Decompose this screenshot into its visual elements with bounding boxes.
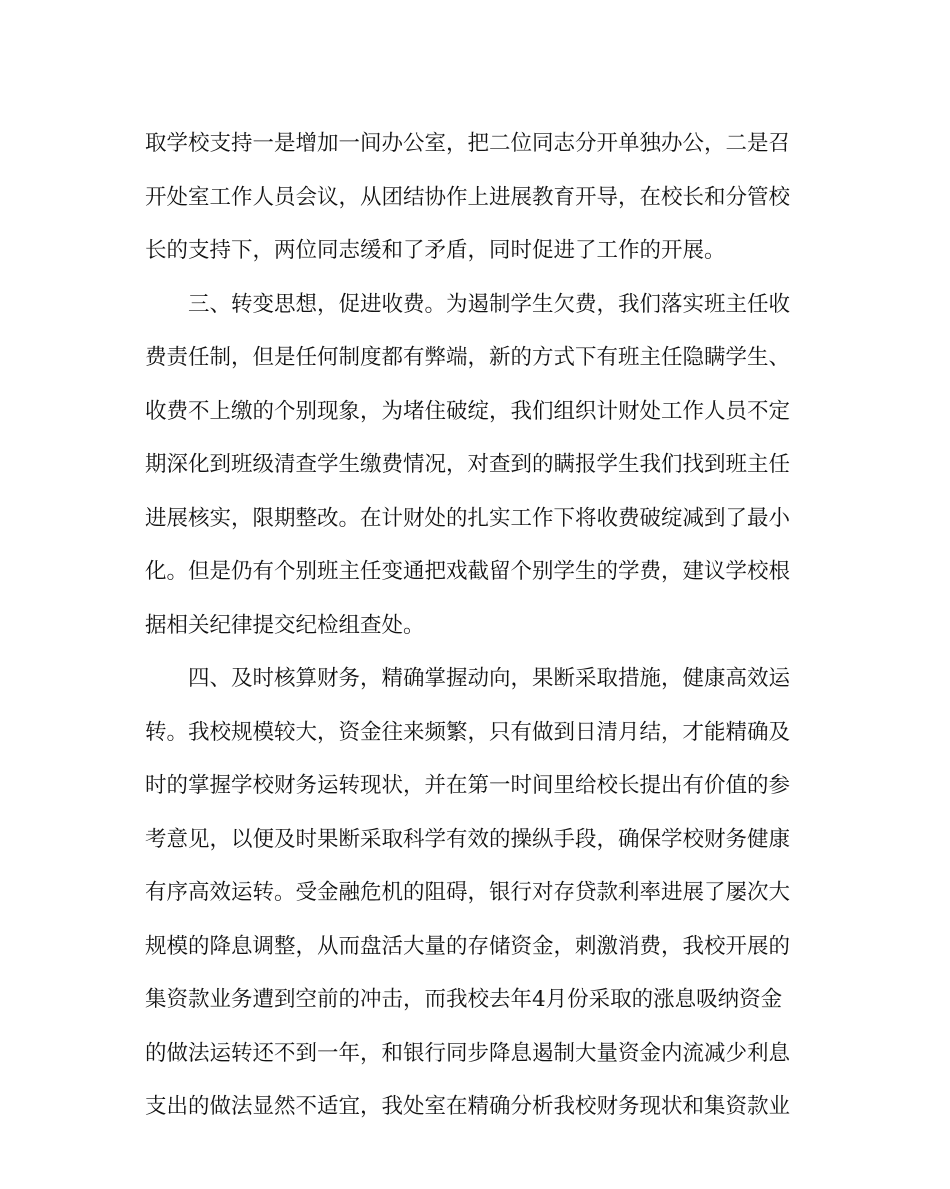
text-line: 考意见，以便及时果断采取科学有效的操纵手段，确保学校财务健康 [145,827,791,852]
text-line: 取学校支持一是增加一间办公室，把二位同志分开单独办公，二是召 [145,131,791,156]
text-line: 转。我校规模较大，资金往来频繁，只有做到日清月结，才能精确及 [145,720,791,745]
text-line: 长的支持下，两位同志缓和了矛盾，同时促进了工作的开展。 [145,238,726,263]
text-line: 规模的降息调整，从而盘活大量的存储资金，刺激消费，我校开展的 [145,934,791,959]
text-line: 支出的做法显然不适宜，我处室在精确分析我校财务现状和集资款业 [145,1094,791,1119]
text-line: 费责任制，但是任何制度都有弊端，新的方式下有班主任隐瞒学生、 [145,345,791,370]
text-line: 期深化到班级清查学生缴费情况，对查到的瞒报学生我们找到班主任 [145,452,791,477]
text-line: 集资款业务遭到空前的冲击，而我校去年4月份采取的涨息吸纳资金 [145,987,783,1012]
text-line: 的做法运转还不到一年，和银行同步降息遏制大量资金内流减少利息 [145,1041,791,1066]
text-line: 据相关纪律提交纪检组查处。 [145,613,425,638]
text-line: 开处室工作人员会议，从团结协作上进展教育开导，在校长和分管校 [145,185,791,210]
text-line: 收费不上缴的个别现象，为堵住破绽，我们组织计财处工作人员不定 [145,399,791,424]
paragraph-start-line: 四、及时核算财务，精确掌握动向，果断采取措施，健康高效运 [188,666,791,691]
text-line: 化。但是仍有个别班主任变通把戏截留个别学生的学费，建议学校根 [145,559,791,584]
text-line: 时的掌握学校财务运转现状，并在第一时间里给校长提出有价值的参 [145,773,791,798]
text-line: 有序高效运转。受金融危机的阻碍，银行对存贷款利率进展了屡次大 [145,880,791,905]
text-line: 进展核实，限期整改。在计财处的扎实工作下将收费破绽减到了最小 [145,506,791,531]
paragraph-start-line: 三、转变思想，促进收费。为遏制学生欠费，我们落实班主任收 [188,292,791,317]
